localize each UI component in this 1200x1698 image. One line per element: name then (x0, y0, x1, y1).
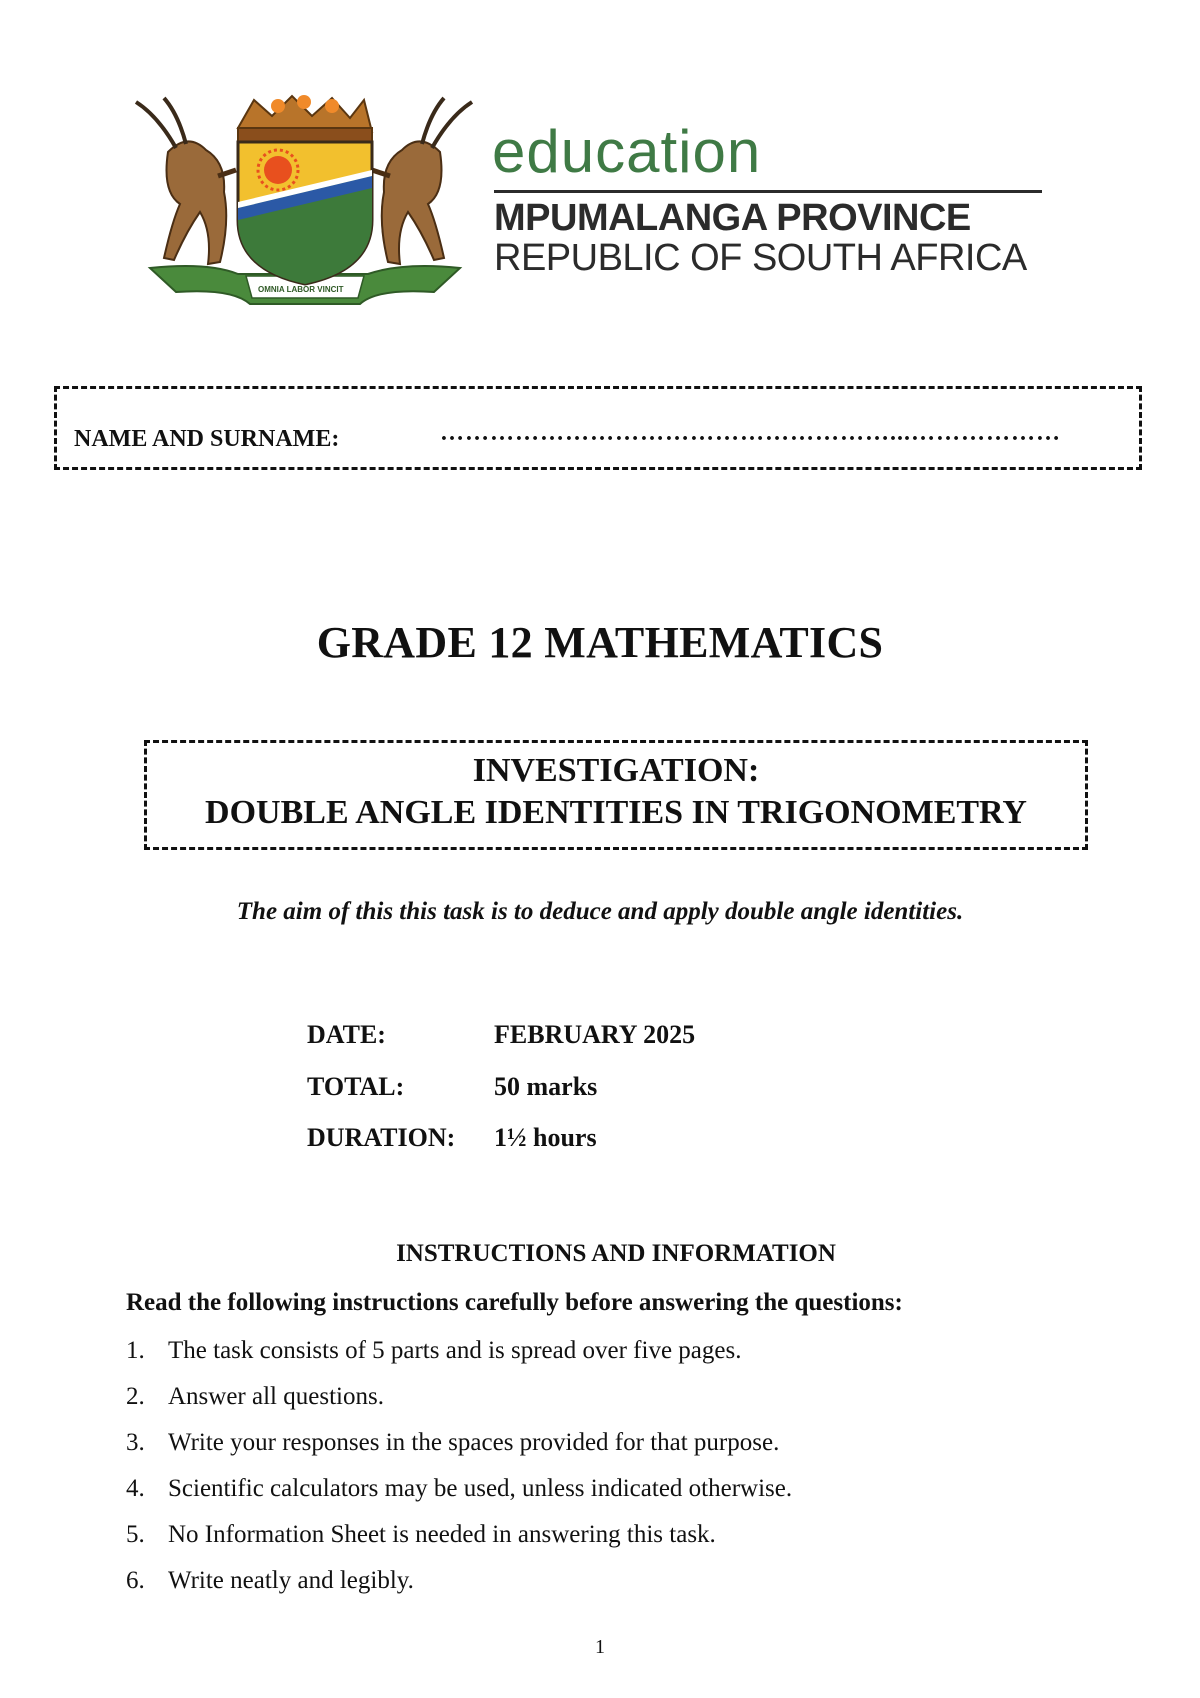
right-antelope-icon (372, 98, 472, 264)
duration-label: DURATION: (307, 1123, 456, 1152)
name-surname-label: NAME AND SURNAME: (74, 426, 340, 452)
instructions-heading: INSTRUCTIONS AND INFORMATION (396, 1240, 836, 1267)
date-label: DATE: (307, 1020, 386, 1049)
crown-icon (238, 95, 372, 142)
list-item-number: 4. (126, 1475, 145, 1502)
list-item-number: 6. (126, 1567, 145, 1594)
investigation-label: INVESTIGATION: (472, 752, 760, 789)
list-item-number: 1. (126, 1337, 145, 1364)
education-wordmark: education (492, 118, 762, 185)
province-name: MPUMALANGA PROVINCE (494, 197, 971, 239)
list-item: Answer all questions. (168, 1383, 384, 1410)
page-title: GRADE 12 MATHEMATICS (316, 618, 884, 667)
date-value: FEBRUARY 2025 (494, 1020, 696, 1049)
page-number: 1 (595, 1636, 605, 1658)
list-item-number: 2. (126, 1383, 145, 1410)
crest-motto: OMNIA LABOR VINCIT (258, 285, 344, 294)
list-item-number: 5. (126, 1521, 145, 1548)
sun-icon (264, 156, 292, 184)
list-item: Write your responses in the spaces provided for that purpose. (168, 1429, 780, 1456)
country-name: REPUBLIC OF SOUTH AFRICA (494, 237, 1027, 279)
task-aim: The aim of this this task is to deduce and apply double angle identities. (236, 898, 964, 925)
header-divider (494, 190, 1042, 193)
investigation-topic: DOUBLE ANGLE IDENTITIES IN TRIGONOMETRY (205, 794, 1027, 831)
total-value: 50 marks (494, 1072, 598, 1101)
list-item: The task consists of 5 parts and is spread over five pages. (168, 1337, 742, 1364)
list-item: Scientific calculators may be used, unless indicated otherwise. (168, 1475, 793, 1502)
list-item-number: 3. (126, 1429, 145, 1456)
shield-icon (238, 142, 372, 284)
left-antelope-icon (136, 98, 236, 264)
name-surname-field[interactable]: ………………………………………………...……………… (440, 420, 1061, 446)
instructions-intro: Read the following instructions carefully before answering the questions: (126, 1289, 903, 1316)
total-label: TOTAL: (307, 1072, 405, 1101)
duration-value: 1½ hours (494, 1123, 597, 1152)
list-item: Write neatly and legibly. (168, 1567, 414, 1594)
coat-of-arms-logo (128, 92, 480, 314)
list-item: No Information Sheet is needed in answering this task. (168, 1521, 716, 1548)
